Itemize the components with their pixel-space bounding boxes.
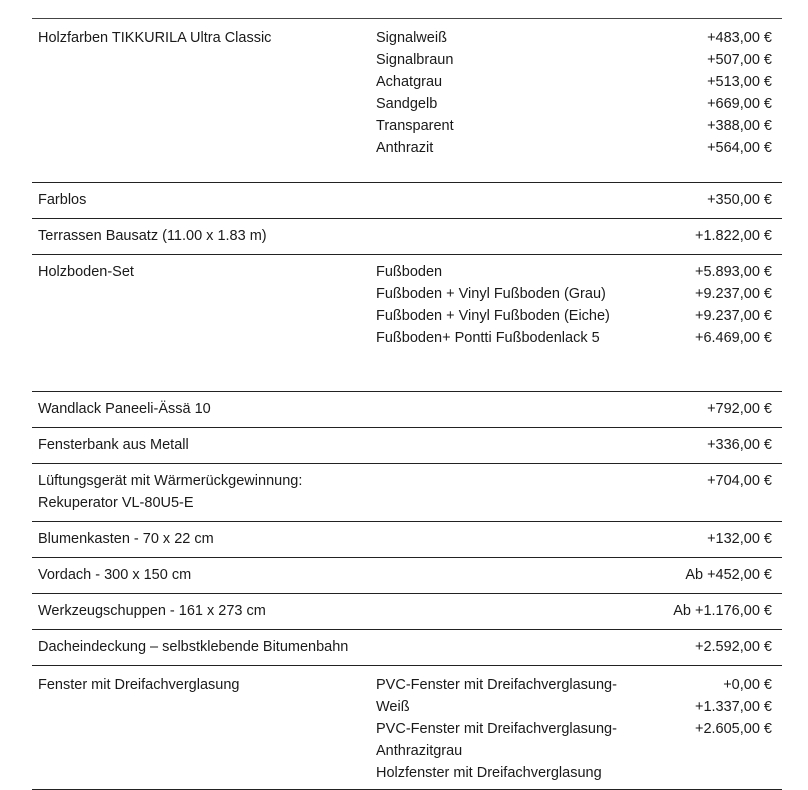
item-option: PVC-Fenster mit Dreifachverglasung- — [376, 677, 617, 693]
item-name: Holzboden-Set — [38, 264, 134, 280]
item-option: Anthrazitgrau — [376, 743, 463, 759]
item-price-cell — [695, 261, 772, 349]
item-option: Transparent — [376, 118, 454, 134]
item-price-cell — [695, 636, 772, 658]
item-price-cell — [707, 189, 772, 211]
item-price-cell — [707, 470, 772, 492]
item-price-cell — [707, 398, 772, 420]
item-option: Signalweiß — [376, 30, 447, 46]
item-name-cell — [38, 27, 271, 49]
item-name-cell — [38, 261, 134, 283]
item-price: +132,00 € — [707, 531, 772, 547]
item-option: Signalbraun — [376, 52, 454, 68]
item-price: +2.592,00 € — [694, 639, 772, 655]
item-price: +0,00 € — [723, 677, 772, 693]
item-price: +564,00 € — [707, 140, 772, 156]
table-row — [32, 522, 782, 558]
item-option-cell — [376, 261, 610, 349]
item-price: +1.822,00 € — [694, 228, 772, 244]
table-row — [32, 428, 782, 464]
item-price: +483,00 € — [707, 30, 772, 46]
item-option: Achatgrau — [376, 74, 443, 90]
item-name-cell — [38, 636, 348, 658]
item-name: Werkzeugschuppen - 161 x 273 cm — [38, 603, 266, 619]
table-row — [32, 464, 782, 522]
item-price: +669,00 € — [707, 96, 772, 112]
item-price-cell — [707, 27, 772, 159]
table-row — [32, 666, 782, 790]
item-name-cell — [38, 564, 191, 586]
price-options-table — [32, 18, 782, 790]
item-name: Dacheindeckung – selbstklebende Bitumenbahn — [38, 639, 349, 655]
item-name: Fenster mit Dreifachverglasung — [38, 677, 240, 693]
item-price: +2.605,00 € — [694, 721, 772, 737]
item-option: Anthrazit — [376, 140, 434, 156]
item-price: +507,00 € — [707, 52, 772, 68]
table-row — [32, 594, 782, 630]
item-price: +6.469,00 € — [694, 330, 772, 346]
item-option: Weiß — [376, 699, 410, 715]
item-price: Ab +1.176,00 € — [673, 603, 772, 619]
item-price: +9.237,00 € — [694, 286, 772, 302]
item-option-cell — [376, 27, 454, 159]
item-price: +350,00 € — [707, 192, 772, 208]
item-name-cell — [38, 470, 302, 514]
item-name: Terrassen Bausatz (11.00 x 1.83 m) — [38, 228, 267, 244]
item-name: Lüftungsgerät mit Wärmerückgewinnung: — [38, 473, 303, 489]
item-option: Holzfenster mit Dreifachverglasung — [376, 765, 602, 781]
table-row — [32, 183, 782, 219]
table-row — [32, 630, 782, 666]
table-row — [32, 219, 782, 255]
item-price: +792,00 € — [707, 401, 772, 417]
item-price: +5.893,00 € — [694, 264, 772, 280]
item-option: Sandgelb — [376, 96, 438, 112]
item-price: +9.237,00 € — [694, 308, 772, 324]
item-name: Rekuperator VL-80U5-E — [38, 495, 194, 511]
item-option: PVC-Fenster mit Dreifachverglasung- — [376, 721, 617, 737]
item-price-cell — [707, 528, 772, 550]
item-option: Fußboden — [376, 264, 443, 280]
item-price-cell — [685, 564, 772, 586]
item-price: +1.337,00 € — [694, 699, 772, 715]
item-name: Fensterbank aus Metall — [38, 437, 189, 453]
item-price-cell — [707, 434, 772, 456]
item-name: Vordach - 300 x 150 cm — [38, 567, 192, 583]
item-name: Wandlack Paneeli-Ässä 10 — [38, 401, 211, 417]
item-option: Fußboden+ Pontti Fußbodenlack 5 — [376, 330, 600, 346]
item-price-cell — [695, 225, 772, 247]
item-price: +388,00 € — [707, 118, 772, 134]
item-price: +336,00 € — [707, 437, 772, 453]
item-option: Fußboden + Vinyl Fußboden (Grau) — [376, 286, 606, 302]
table-row — [32, 392, 782, 428]
item-price: +513,00 € — [707, 74, 772, 90]
item-price: Ab +452,00 € — [685, 567, 772, 583]
item-name: Holzfarben TIKKURILA Ultra Classic — [38, 30, 272, 46]
item-name: Farblos — [38, 192, 87, 208]
item-name-cell — [38, 600, 266, 622]
item-name-cell — [38, 434, 189, 456]
item-option: Fußboden + Vinyl Fußboden (Eiche) — [376, 308, 610, 324]
item-name: Blumenkasten - 70 x 22 cm — [38, 531, 214, 547]
item-price-cell — [695, 674, 772, 740]
item-price: +704,00 € — [707, 473, 772, 489]
item-name-cell — [38, 528, 214, 550]
item-name-cell — [38, 674, 239, 696]
item-name-cell — [38, 225, 267, 247]
item-name-cell — [38, 189, 86, 211]
table-row — [32, 255, 782, 392]
item-name-cell — [38, 398, 211, 420]
table-row — [32, 19, 782, 183]
table-row — [32, 558, 782, 594]
item-price-cell — [673, 600, 772, 622]
